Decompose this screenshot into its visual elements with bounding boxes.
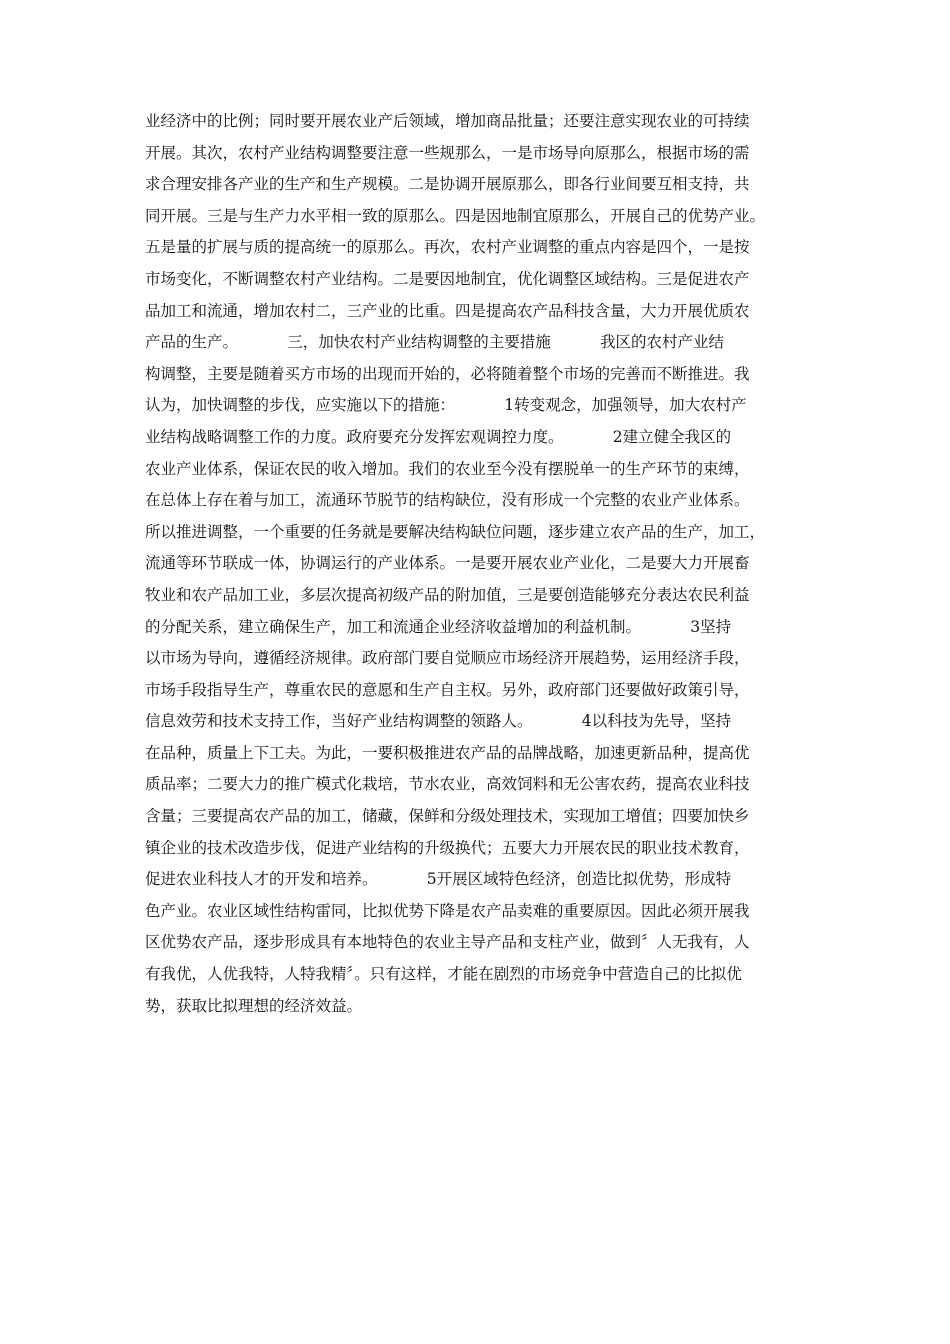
text-line: 品加工和流通，增加农村二，三产业的比重。四是提高农产品科技含量，大力开展优质农 [145, 301, 750, 320]
text-line: 色产业。农业区域性结构雷同，比拟优势下降是农产品卖难的重要原因。因此必须开展我 [145, 901, 750, 920]
text-line: 信息效劳和技术支持工作，当好产业结构调整的领路人。 4以科技为先导，坚持 [145, 712, 732, 731]
text-line: 开展。其次，农村产业结构调整要注意一些规那么，一是市场导向原那么，根据市场的需 [145, 143, 750, 162]
text-line: 业经济中的比例；同时要开展农业产后领域，增加商品批量；还要注意实现农业的可持续 [145, 112, 750, 130]
text-line: 认为，加快调整的步伐，应实施以下的措施： 1转变观念，加强领导，加大农村产 [145, 396, 747, 415]
text-line: 流通等环节联成一体，协调运行的产业体系。一是要开展农业产业化，二是要大力开展畜 [145, 554, 750, 573]
text-line: 的分配关系，建立确保生产，加工和流通企业经济收益增加的利益机制。 3坚持 [145, 617, 732, 636]
text-line: 业结构战略调整工作的力度。政府要充分发挥宏观调控力度。 2建立健全我区的 [145, 427, 732, 446]
text-line: 市场变化，不断调整农村产业结构。二是要因地制宜，优化调整区域结构。三是促进农产 [145, 269, 750, 288]
text-line: 所以推进调整，一个重要的任务就是要解决结构缺位问题，逐步建立农产品的生产，加工， [145, 522, 766, 541]
text-line: 构调整，主要是随着买方市场的出现而开始的，必将随着整个市场的完善而不断推进。我 [145, 364, 750, 383]
text-line: 同开展。三是与生产力水平相一致的原那么。四是因地制宜原那么，开展自己的优势产业。 [145, 206, 766, 225]
text-line: 含量；三要提高农产品的加工，储藏，保鲜和分级处理技术，实现加工增值；四要加快乡 [145, 807, 750, 826]
text-line: 产品的生产。 三，加快农村产业结构调整的主要措施 我区的农村产业结 [145, 333, 725, 352]
text-line: 势，获取比拟理想的经济效益。 [145, 996, 363, 1015]
text-line: 五是量的扩展与质的提高统一的原那么。再次，农村产业调整的重点内容是四个，一是按 [145, 238, 750, 257]
text-line: 求合理安排各产业的生产和生产规模。二是协调开展原那么，即各行业间要互相支持，共 [145, 175, 750, 194]
text-line: 区优势农产品，逐步形成具有本地特色的农业主导产品和支柱产业，做到〞人无我有，人 [145, 933, 750, 952]
text-line: 在总体上存在着与加工，流通环节脱节的结构缺位，没有形成一个完整的农业产业体系。 [145, 491, 750, 510]
text-line: 牧业和农产品加工业，多层次提高初级产品的附加值，三是要创造能够充分表达农民利益 [145, 585, 750, 604]
text-line: 镇企业的技术改造步伐，促进产业结构的升级换代；五要大力开展农民的职业技术教育， [145, 838, 750, 857]
text-line: 市场手段指导生产，尊重农民的意愿和生产自主权。另外，政府部门还要做好政策引导， [145, 680, 750, 699]
text-line: 以市场为导向，遵循经济规律。政府部门要自觉顺应市场经济开展趋势，运用经济手段， [145, 649, 750, 668]
document-body [145, 106, 810, 1022]
text-line: 在品种，质量上下工夫。为此，一要积极推进农产品的品牌战略，加速更新品种，提高优 [145, 743, 750, 762]
text-line: 质品率；二要大力的推广模式化栽培，节水农业，高效饲料和无公害农药，提高农业科技 [145, 775, 750, 794]
text-line: 有我优，人优我特，人特我精〞。只有这样，才能在剧烈的市场竞争中营造自己的比拟优 [145, 965, 742, 984]
text-line: 农业产业体系，保证农民的收入增加。我们的农业至今没有摆脱单一的生产环节的束缚， [145, 459, 750, 478]
text-line: 促进农业科技人才的开发和培养。 5开展区域特色经济，创造比拟优势，形成特 [145, 870, 732, 889]
